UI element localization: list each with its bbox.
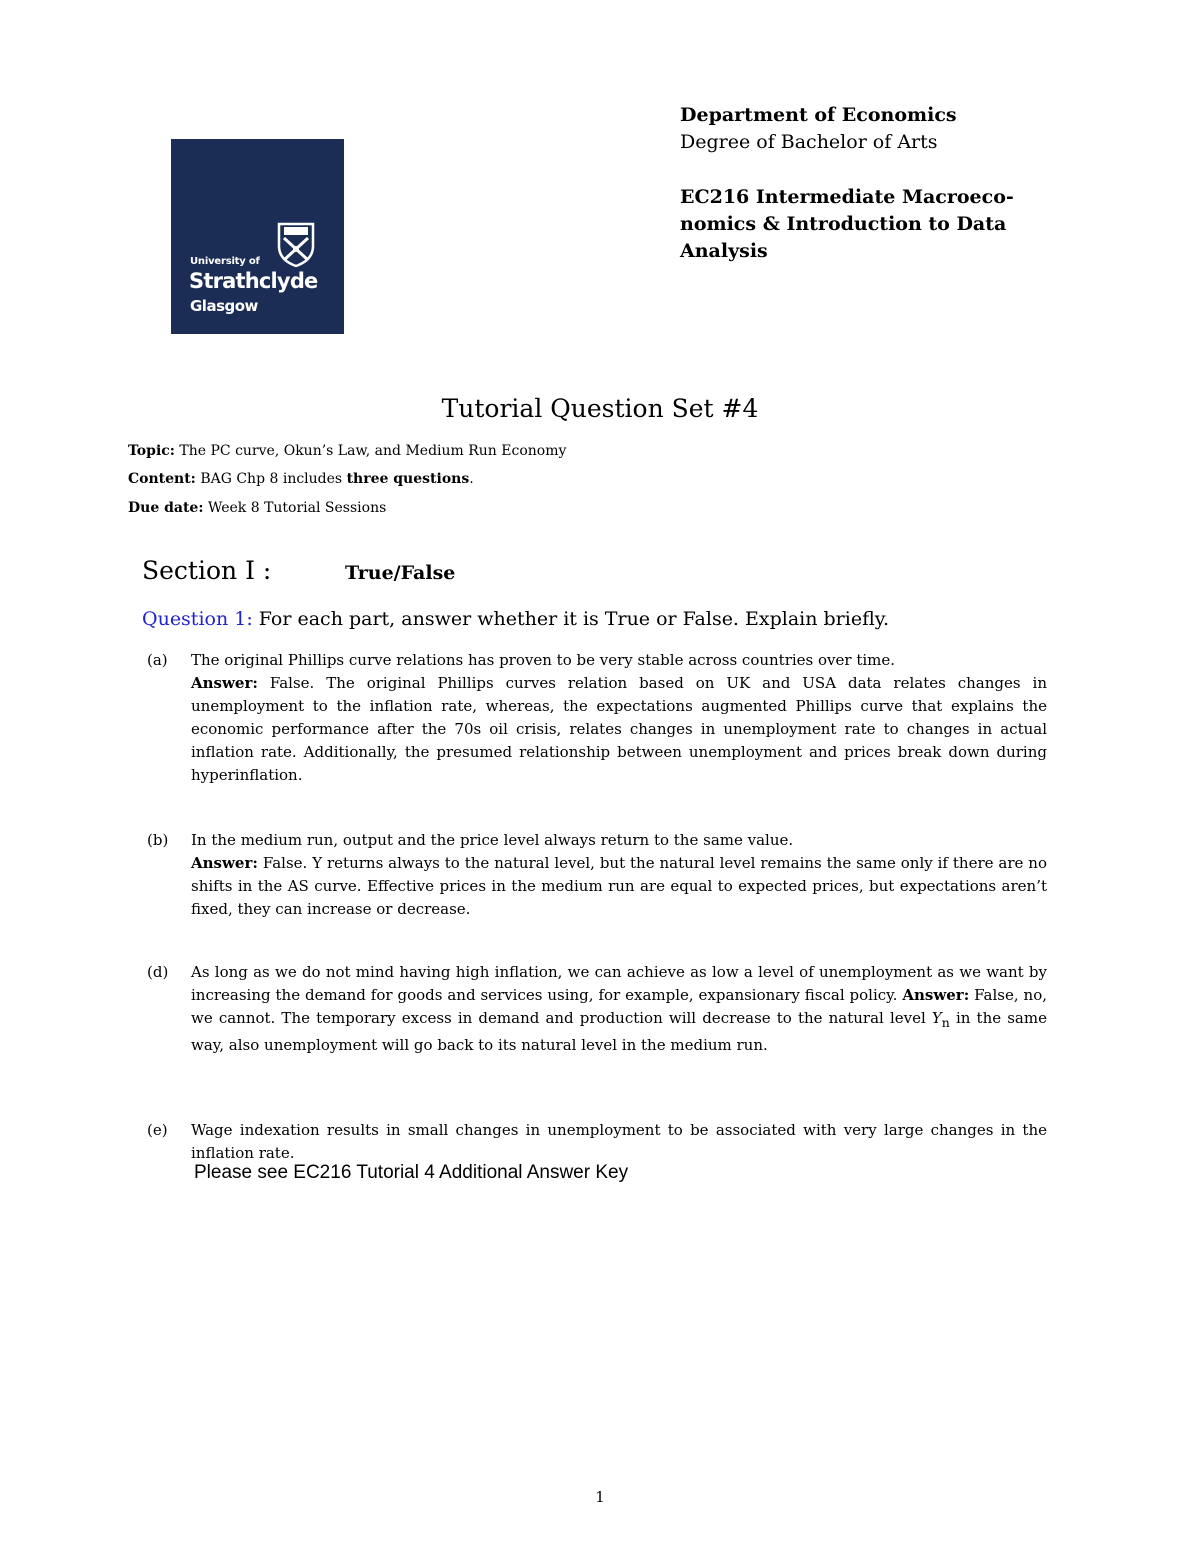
content-value-post: . [469, 471, 474, 487]
answer-variable-subscript: n [941, 1015, 950, 1030]
content-value-pre: BAG Chp 8 includes [200, 471, 343, 487]
answer-text: False. The original Phillips curves relation based on UK and USA data relates changes in unemployment to the inflation rate, whereas, the expectations augmented Phillips curve that explains the economic performance after the 70s oil crisis, relates changes in unemployment rate to changes in actual inflation rate. Additionally, the presumed relationship between unemployment and prices break down during hyperinflation. [191, 674, 1047, 784]
section-heading: Section I : [142, 556, 272, 585]
course-title-line3: Analysis [680, 240, 768, 262]
list-item-b [147, 829, 1047, 921]
university-logo [171, 139, 344, 334]
item-label: (a) [147, 651, 168, 669]
topic-label: Topic: [128, 443, 175, 459]
answer-label: Answer: [191, 674, 258, 692]
section-subtitle: True/False [345, 562, 456, 584]
due-date-label: Due date: [128, 500, 204, 516]
item-statement: Wage indexation results in small changes in unemployment to be associated with very large changes in the inflation rate. [191, 1121, 1047, 1162]
additional-answer-key-note: Please see EC216 Tutorial 4 Additional Answer Key [194, 1162, 629, 1183]
content-value-bold: three questions [346, 471, 470, 487]
content-line [128, 471, 474, 487]
item-statement: The original Phillips curve relations has proven to be very stable across countries over time. [191, 651, 896, 669]
content-label: Content: [128, 471, 196, 487]
logo-line-university: University of [190, 256, 260, 267]
item-label: (e) [147, 1121, 168, 1139]
question-label: Question 1: [142, 608, 253, 630]
list-item-a [147, 649, 1047, 787]
page-number: 1 [595, 1488, 605, 1506]
answer-text: False. Y returns always to the natural level, but the natural level remains the same only if there are no shifts in the AS curve. Effective prices in the medium run are equal to expected prices, but expectations aren’t fixed, they can increase or decrease. [191, 854, 1047, 918]
department-name: Department of Economics [680, 104, 957, 126]
answer-text-pre: False, no, we cannot. The temporary excess in demand and production will decrease to the natural level [191, 986, 1047, 1027]
question-text: For each part, answer whether it is True or False. Explain briefly. [258, 608, 890, 630]
course-title-line1: EC216 Intermediate Macroeco- [680, 186, 1014, 208]
topic-value: The PC curve, Okun’s Law, and Medium Run Economy [179, 443, 567, 459]
page-title: Tutorial Question Set #4 [441, 394, 759, 423]
item-label: (d) [147, 963, 169, 981]
list-item-e [147, 1119, 1047, 1165]
answer-text-post: in the same way, also unemployment will go back to its natural level in the medium run. [191, 1009, 1047, 1054]
question-heading [142, 608, 889, 630]
due-date-line [128, 500, 386, 516]
crest-icon [275, 222, 317, 268]
item-label: (b) [147, 831, 169, 849]
degree-name: Degree of Bachelor of Arts [680, 131, 938, 153]
logo-line-glasgow: Glasgow [190, 297, 258, 315]
due-date-value: Week 8 Tutorial Sessions [207, 500, 387, 516]
answer-variable: Y [931, 1009, 942, 1027]
topic-line [128, 443, 566, 459]
answer-label: Answer: [191, 854, 258, 872]
logo-line-strathclyde: Strathclyde [189, 269, 318, 293]
list-item-d [147, 961, 1047, 1057]
answer-label: Answer: [902, 986, 970, 1004]
course-title-line2: nomics & Introduction to Data [680, 213, 1007, 235]
item-statement: As long as we do not mind having high inflation, we can achieve as low a level of unemployment as we want by increasing the demand for goods and services using, for example, expansionary fiscal policy. [191, 963, 1047, 1004]
item-statement: In the medium run, output and the price level always return to the same value. [191, 831, 794, 849]
